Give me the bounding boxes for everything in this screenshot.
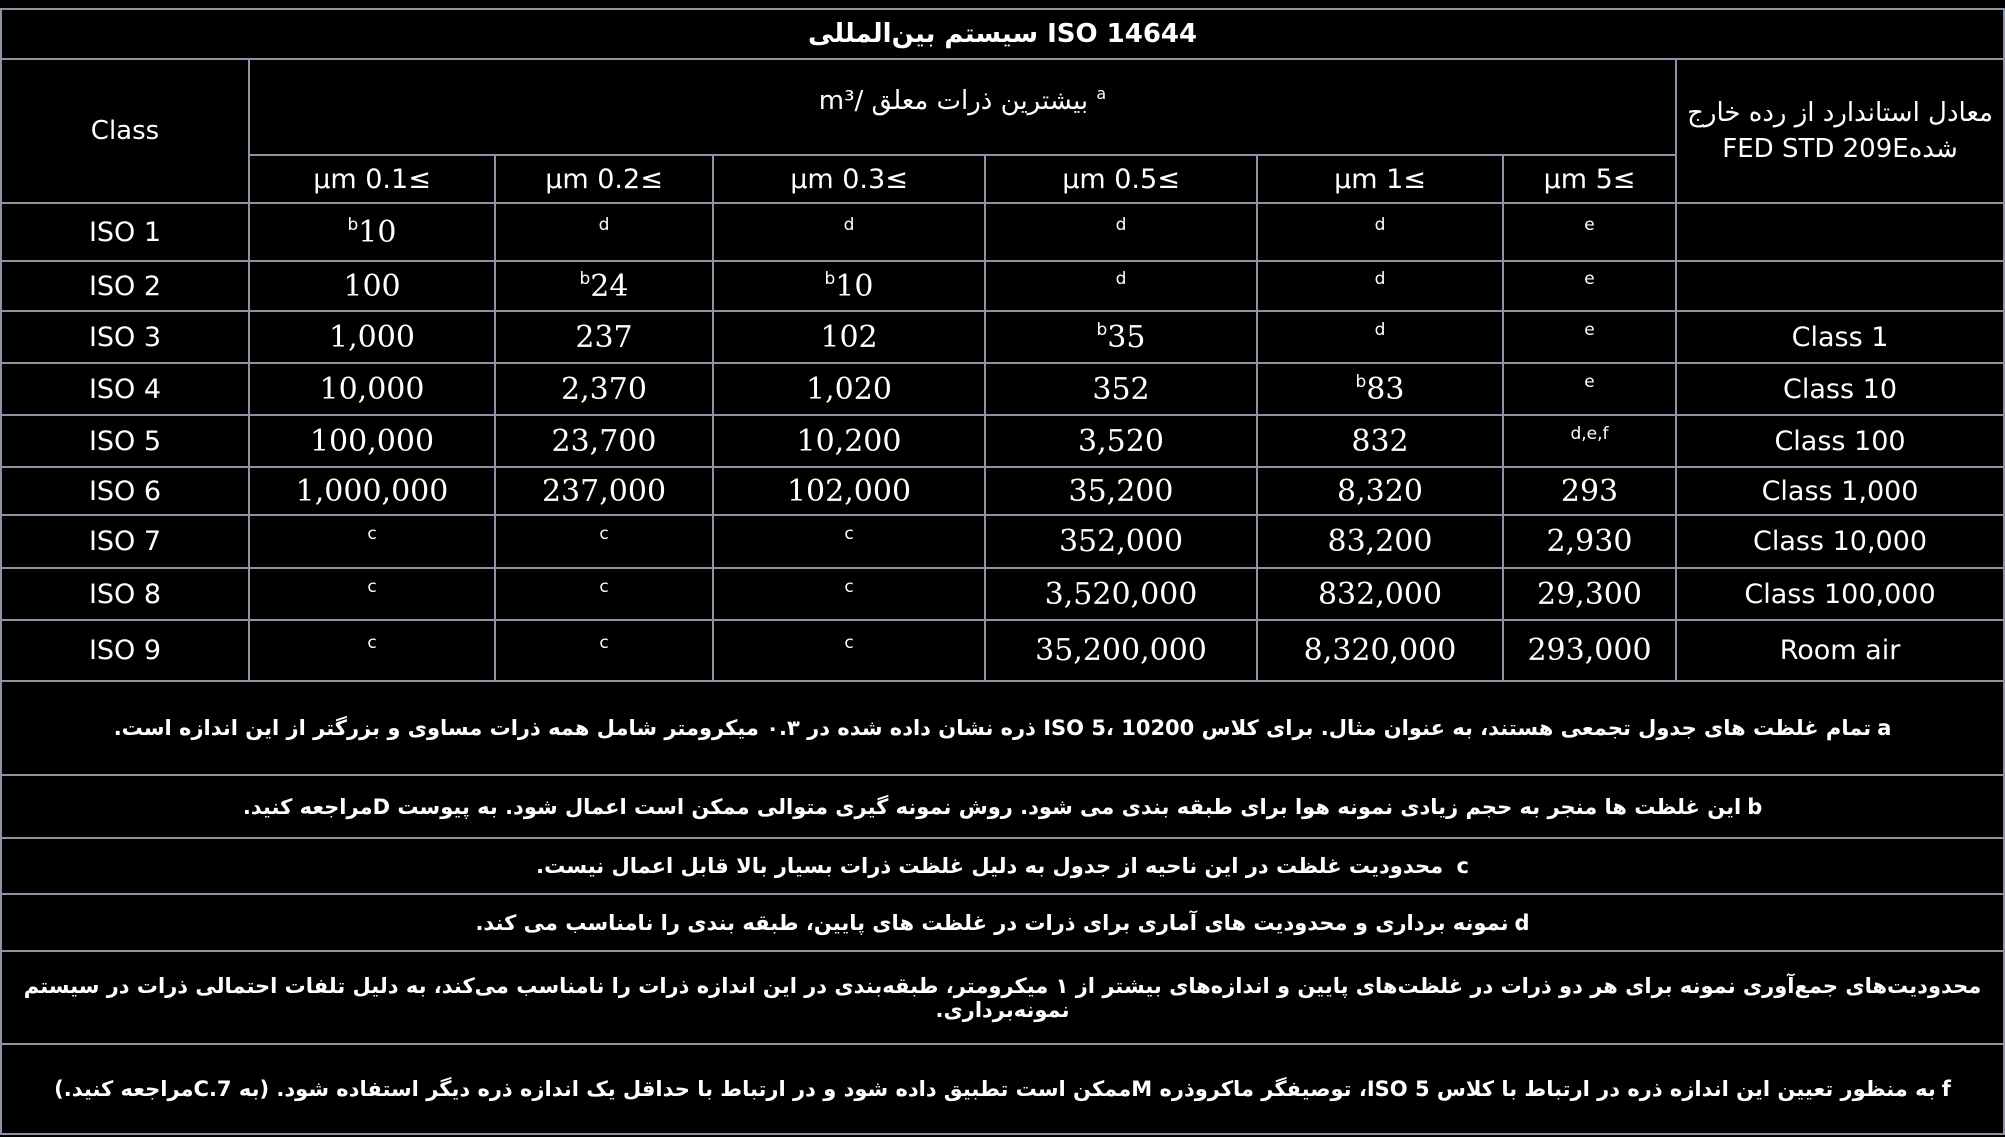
concentration-value: 8,320 — [1337, 473, 1423, 509]
footnote-marker: c — [367, 524, 377, 544]
concentration-cell — [495, 515, 713, 568]
concentration-value: 293,000 — [1527, 633, 1652, 668]
concentration-cell — [495, 311, 713, 363]
concentration-cell — [713, 363, 985, 415]
class-column-header: Class — [1, 59, 249, 203]
concentration-cell — [495, 568, 713, 620]
concentration-value: 10 — [358, 214, 397, 250]
iso-class-cell: ISO 2 — [1, 261, 249, 311]
concentration-cell — [249, 363, 495, 415]
concentration-cell — [249, 415, 495, 467]
footnote-marker: e — [1584, 371, 1595, 392]
concentration-cell — [1257, 415, 1503, 467]
concentration-value: 100 — [343, 268, 401, 304]
concentration-cell — [1257, 261, 1503, 311]
footnote-marker: b — [1355, 371, 1367, 392]
footnote-text: محدودیت غلظت در این ناحیه از جدول به دلیل غلظت ذرات بسیار بالا قابل اعمال نیست. — [536, 854, 1451, 878]
footnote-marker: b — [579, 268, 591, 289]
iso-class-cell: ISO 9 — [1, 620, 249, 681]
fed-std-equivalent-cell: Class 1 — [1676, 311, 2004, 363]
concentration-cell — [713, 515, 985, 568]
footnote-marker: d — [843, 214, 855, 235]
concentration-cell — [495, 261, 713, 311]
size-header-1: µm 1≤ — [1257, 155, 1503, 203]
concentration-value: 102 — [820, 319, 878, 355]
concentration-value: 1,000,000 — [295, 473, 449, 509]
concentration-value: 237,000 — [541, 473, 667, 509]
table-row — [1, 261, 2004, 311]
concentration-value: 10,000 — [319, 371, 425, 407]
footnote-text: نمونه برداری و محدودیت های آماری برای ذرات در غلظت های پایین، طبقه بندی را نامناسب می کند. — [475, 910, 1509, 935]
concentration-cell — [249, 467, 495, 515]
concentration-value: 83,200 — [1327, 524, 1433, 559]
table-row — [1, 311, 2004, 363]
concentration-cell — [249, 620, 495, 681]
concentration-cell — [713, 620, 985, 681]
concentration-cell — [713, 261, 985, 311]
concentration-cell — [1503, 363, 1676, 415]
concentration-cell — [985, 515, 1257, 568]
concentration-cell — [1503, 568, 1676, 620]
concentration-cell — [1503, 467, 1676, 515]
footnote-cell — [1, 775, 2004, 838]
footnote-cell — [1, 681, 2004, 775]
concentration-value: 3,520 — [1078, 423, 1164, 459]
footnote-cell — [1, 838, 2004, 894]
concentration-cell — [985, 620, 1257, 681]
concentration-cell — [985, 467, 1257, 515]
footnote-text: به منظور تعیین این اندازه ذره در ارتباط با کلاس ISO 5، توصیفگر ماکروذره Mممکن است تطبیق داده شود و در ارتباط با حداقل یک اندازه ذره دیگر استفاده شود. (به C.7مراجعه کنید.) — [54, 1077, 1936, 1101]
max-particles-note: a — [1096, 84, 1107, 103]
concentration-cell — [713, 311, 985, 363]
concentration-value: 2,370 — [561, 371, 647, 407]
footnote-row — [1, 894, 2004, 951]
concentration-value: 10,200 — [796, 423, 902, 459]
fed-std-equivalent-cell: Class 1,000 — [1676, 467, 2004, 515]
fed-std-equivalent-cell: Class 10,000 — [1676, 515, 2004, 568]
footnote-marker: d — [1374, 214, 1386, 235]
concentration-cell — [713, 467, 985, 515]
concentration-cell — [985, 568, 1257, 620]
concentration-cell — [249, 515, 495, 568]
concentration-cell — [495, 363, 713, 415]
fed-std-equivalent-cell: Class 100 — [1676, 415, 2004, 467]
footnote-text: این غلظت ها منجر به حجم زیادی نمونه هوا برای طبقه بندی می شود. روش نمونه گیری متوالی ممکن است اعمال شود. به پیوست Dمراجعه کنید. — [242, 794, 1742, 819]
footnote-marker: e — [1584, 214, 1595, 235]
footnote-text: تمام غلظت های جدول تجمعی هستند، به عنوان مثال. برای کلاس ISO 5، 10200 ذره نشان داده شده در ۰.۳ میکرومتر شامل همه ذرات مساوی و بزرگتر از این اندازه است. — [113, 716, 1872, 740]
concentration-value: 24 — [590, 268, 629, 304]
concentration-cell — [1257, 363, 1503, 415]
iso-class-cell: ISO 7 — [1, 515, 249, 568]
footnote-row — [1, 775, 2004, 838]
concentration-value: 35,200 — [1068, 473, 1174, 509]
footnote-cell — [1, 951, 2004, 1044]
concentration-cell — [1503, 515, 1676, 568]
concentration-cell — [1257, 467, 1503, 515]
concentration-cell — [985, 261, 1257, 311]
concentration-cell — [985, 363, 1257, 415]
fed-std-equivalent-cell: Class 100,000 — [1676, 568, 2004, 620]
table-row — [1, 620, 2004, 681]
concentration-cell — [1257, 568, 1503, 620]
concentration-value: 29,300 — [1537, 576, 1642, 612]
footnote-marker: b — [347, 214, 359, 235]
concentration-value: 35 — [1107, 319, 1146, 355]
footnote-cell — [1, 894, 2004, 951]
footnote-marker: c — [599, 576, 609, 597]
footnote-letter: f — [1941, 1077, 1951, 1101]
footnote-letter: b — [1747, 794, 1763, 819]
concentration-cell — [985, 311, 1257, 363]
table-row — [1, 415, 2004, 467]
footnote-marker: d — [1374, 319, 1386, 340]
concentration-cell — [1503, 311, 1676, 363]
concentration-value: 10 — [835, 268, 874, 304]
iso-class-cell: ISO 4 — [1, 363, 249, 415]
concentration-value: 832 — [1351, 423, 1409, 459]
concentration-value: 1,000 — [329, 319, 415, 355]
concentration-value: 352 — [1092, 371, 1150, 407]
footnote-marker: e — [1584, 319, 1595, 340]
iso-class-cell: ISO 1 — [1, 203, 249, 261]
footnote-marker: c — [367, 576, 377, 597]
footnote-row — [1, 1044, 2004, 1134]
footnote-row — [1, 951, 2004, 1044]
concentration-value: 35,200,000 — [1035, 633, 1207, 668]
size-header-5: µm 5≤ — [1503, 155, 1676, 203]
concentration-cell — [1503, 415, 1676, 467]
concentration-cell — [249, 261, 495, 311]
footnote-marker: c — [844, 633, 854, 653]
footnote-marker: c — [599, 633, 609, 653]
concentration-cell — [985, 415, 1257, 467]
concentration-cell — [249, 203, 495, 261]
concentration-value: 100,000 — [309, 423, 435, 459]
max-particles-header — [249, 59, 1676, 155]
footnote-letter: d — [1514, 910, 1530, 935]
concentration-cell — [249, 311, 495, 363]
iso-class-cell: ISO 5 — [1, 415, 249, 467]
footnote-marker: c — [844, 576, 854, 597]
concentration-value: 1,020 — [806, 371, 892, 407]
concentration-value: 2,930 — [1546, 524, 1633, 559]
footnote-cell — [1, 1044, 2004, 1134]
concentration-cell — [1503, 261, 1676, 311]
iso-class-cell: ISO 6 — [1, 467, 249, 515]
table-row — [1, 467, 2004, 515]
fed-std-equivalent-cell: Room air — [1676, 620, 2004, 681]
concentration-cell — [985, 203, 1257, 261]
footnote-text: محدودیت‌های جمع‌آوری نمونه برای هر دو ذرات در غلظت‌های پایین و اندازه‌های بیشتر از ۱ میکرومتر، طبقه‌بندی در این اندازه ذرات را نامناسب می‌کند، به دلیل تلفات احتمالی ذرات در سیستم نمونه‌برداری. — [23, 973, 1982, 1022]
concentration-cell — [495, 620, 713, 681]
concentration-value: 23,700 — [551, 423, 657, 459]
footnote-marker: d — [1115, 214, 1127, 235]
concentration-value: 83 — [1366, 371, 1405, 407]
concentration-cell — [713, 415, 985, 467]
max-particles-label: بیشترین ذرات معلق /m³ — [818, 86, 1089, 116]
footnote-letter: a — [1877, 716, 1892, 740]
size-header-0.1: µm 0.1≤ — [249, 155, 495, 203]
table-row — [1, 568, 2004, 620]
concentration-cell — [1503, 203, 1676, 261]
table-title: سیستم بین‌المللی ISO 14644 — [1, 9, 2004, 59]
iso-class-cell: ISO 3 — [1, 311, 249, 363]
footnote-marker: c — [367, 633, 377, 653]
size-header-0.5: µm 0.5≤ — [985, 155, 1257, 203]
table-row — [1, 363, 2004, 415]
concentration-cell — [1257, 620, 1503, 681]
iso-14644-table — [0, 8, 2005, 1135]
concentration-value: 352,000 — [1058, 524, 1184, 559]
concentration-cell — [1257, 311, 1503, 363]
footnote-marker: b — [1096, 319, 1108, 340]
table-row — [1, 203, 2004, 261]
concentration-value: 102,000 — [786, 473, 912, 509]
fed-std-equivalent-cell: Class 10 — [1676, 363, 2004, 415]
legacy-header-line2: شدهFED STD 209E — [1722, 134, 1958, 164]
concentration-value: 3,520,000 — [1044, 576, 1198, 612]
iso-class-cell: ISO 8 — [1, 568, 249, 620]
concentration-cell — [713, 568, 985, 620]
legacy-header-line1: معادل استاندارد از رده خارج — [1687, 98, 1993, 128]
concentration-value: 237 — [575, 319, 633, 355]
footnote-marker: e — [1584, 268, 1595, 289]
footnote-letter: c — [1456, 854, 1469, 878]
size-header-0.3: µm 0.3≤ — [713, 155, 985, 203]
concentration-cell — [713, 203, 985, 261]
concentration-value: 293 — [1560, 473, 1619, 509]
footnote-marker: d — [598, 214, 610, 235]
footnote-marker: d,e,f — [1570, 423, 1609, 444]
concentration-cell — [1257, 203, 1503, 261]
table-row — [1, 515, 2004, 568]
concentration-value: 832,000 — [1317, 576, 1443, 612]
size-header-0.2: µm 0.2≤ — [495, 155, 713, 203]
concentration-cell — [1503, 620, 1676, 681]
footnote-row — [1, 681, 2004, 775]
footnote-marker: b — [824, 268, 836, 289]
footnote-marker: c — [844, 524, 854, 544]
footnote-marker: c — [599, 524, 609, 544]
concentration-cell — [249, 568, 495, 620]
fed-std-equivalent-cell — [1676, 261, 2004, 311]
table-body — [1, 203, 2004, 681]
concentration-cell — [1257, 515, 1503, 568]
footnotes — [1, 681, 2004, 1134]
concentration-cell — [495, 203, 713, 261]
concentration-value: 8,320,000 — [1303, 633, 1457, 668]
fed-std-equivalent-cell — [1676, 203, 2004, 261]
legacy-standard-header — [1676, 59, 2004, 203]
footnote-marker: d — [1115, 268, 1127, 289]
concentration-cell — [495, 415, 713, 467]
footnote-marker: d — [1374, 268, 1386, 289]
footnote-row — [1, 838, 2004, 894]
concentration-cell — [495, 467, 713, 515]
